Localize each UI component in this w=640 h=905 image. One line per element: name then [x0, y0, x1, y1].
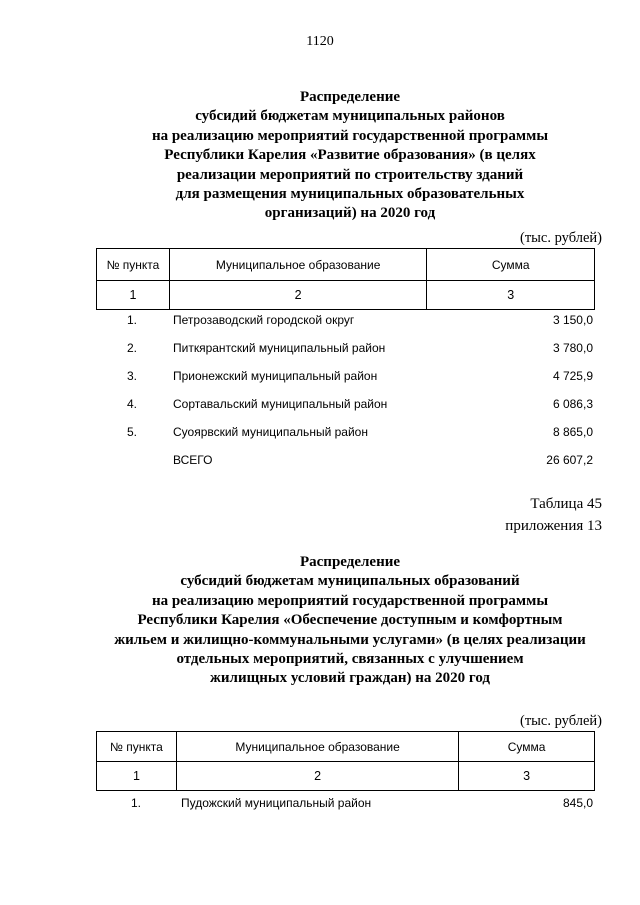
table1-header — [96, 248, 595, 310]
table-row — [0, 796, 640, 814]
row-municipality: Петрозаводский городской округ — [173, 313, 355, 327]
table2-title-line: жилищных условий граждан) на 2020 год — [210, 670, 490, 687]
header-cell-amount: Сумма — [427, 249, 595, 281]
row-municipality: Прионежский муниципальный район — [173, 369, 378, 383]
table1-title-line: субсидий бюджетам муниципальных районов — [195, 108, 505, 125]
table2-title-line: Распределение — [299, 554, 401, 570]
row-number: 1. — [126, 313, 137, 327]
row-amount: 3 150,0 — [552, 313, 593, 327]
column-number-cell: 2 — [169, 281, 426, 310]
header-cell-municipality: Муниципальное образование — [176, 732, 458, 762]
row-amount: 6 086,3 — [552, 397, 593, 411]
table-row — [0, 425, 640, 443]
row-number: 5. — [126, 425, 137, 439]
column-number-cell: 3 — [427, 281, 595, 310]
table2-title-line: на реализацию мероприятий государственной программы — [151, 592, 549, 609]
table-row — [0, 397, 640, 415]
header-cell-amount: Сумма — [459, 732, 595, 762]
table2-header — [96, 731, 595, 791]
column-number-cell: 1 — [97, 281, 170, 310]
row-number: 4. — [126, 397, 137, 411]
row-number: 3. — [126, 369, 137, 383]
total-row — [0, 453, 640, 471]
table1-title-line: Республики Карелия «Развитие образования» (в целях — [164, 147, 536, 164]
table1-title-line: реализации мероприятий по строительству зданий — [176, 166, 524, 183]
row-municipality: Пудожский муниципальный район — [181, 796, 372, 810]
annex-appendix-label: приложения 13 — [505, 518, 602, 534]
table2-title-line: жильем и жилищно-коммунальными услугами» (в целях реализации — [114, 631, 586, 648]
annex-table-label: Таблица 45 — [530, 496, 602, 512]
row-municipality: Питкярантский муниципальный район — [173, 341, 386, 355]
row-amount: 845,0 — [562, 796, 593, 810]
row-number: 1. — [130, 796, 141, 810]
total-amount: 26 607,2 — [546, 453, 593, 467]
table2-title-line: отдельных мероприятий, связанных с улучшением — [176, 651, 524, 668]
page-number: 1120 — [306, 34, 334, 49]
table-row — [0, 341, 640, 359]
row-number: 2. — [126, 341, 137, 355]
table1-units: (тыс. рублей) — [520, 230, 602, 246]
table-row — [0, 313, 640, 331]
header-cell-number: № пункта — [97, 732, 177, 762]
column-number-cell: 2 — [176, 762, 458, 791]
table1-title-line: Распределение — [299, 89, 401, 105]
row-amount: 8 865,0 — [552, 425, 593, 439]
column-number-cell: 3 — [459, 762, 595, 791]
table2-title-line: субсидий бюджетам муниципальных образований — [180, 573, 520, 590]
column-number-cell: 1 — [97, 762, 177, 791]
table1-title-line: на реализацию мероприятий государственной программы — [151, 127, 549, 144]
row-amount: 3 780,0 — [552, 341, 593, 355]
table-row — [0, 369, 640, 387]
row-municipality: Суоярвский муниципальный район — [173, 425, 368, 439]
table2-title — [60, 553, 640, 689]
header-cell-municipality: Муниципальное образование — [169, 249, 426, 281]
table1-title — [60, 88, 640, 224]
header-cell-number: № пункта — [97, 249, 170, 281]
row-amount: 4 725,9 — [552, 369, 593, 383]
annex-reference — [505, 493, 602, 537]
total-label: ВСЕГО — [173, 453, 213, 467]
table2-units: (тыс. рублей) — [520, 713, 602, 729]
table2-title-line: Республики Карелия «Обеспечение доступным и комфортным — [137, 612, 563, 629]
table1-title-line: организаций) на 2020 год — [264, 205, 436, 222]
table1-title-line: для размещения муниципальных образовательных — [175, 186, 525, 203]
row-municipality: Сортавальский муниципальный район — [173, 397, 388, 411]
